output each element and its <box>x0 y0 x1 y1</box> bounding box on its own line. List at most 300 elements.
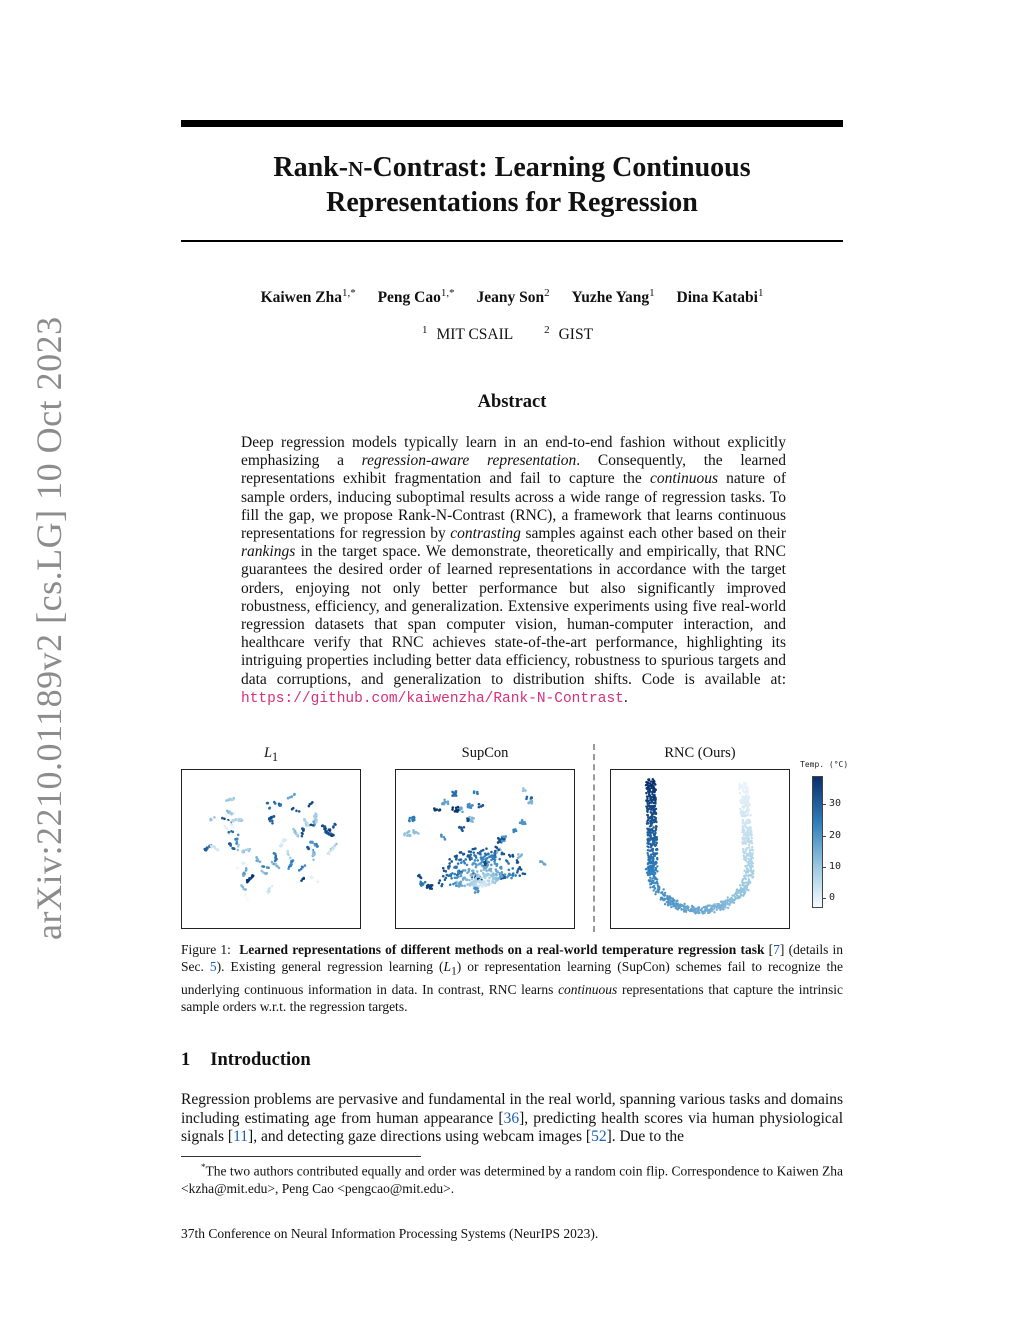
embedding-point <box>749 828 751 830</box>
embedding-point <box>476 870 479 873</box>
embedding-point <box>237 845 240 848</box>
embedding-point <box>742 848 744 850</box>
embedding-point <box>440 885 443 888</box>
embedding-point <box>468 803 471 806</box>
embedding-point <box>242 849 245 852</box>
embedding-point <box>748 838 750 840</box>
intro-paragraph: Regression problems are pervasive and fundamental in the real world, spanning various tasks and domains including estimating age from human appearance [36], predicting health scores via human physiological signals [11], and detecting gaze directions using webcam images [52]. Due to the <box>181 1091 843 1145</box>
embedding-point <box>287 797 290 800</box>
embedding-panel-l1 <box>181 769 361 929</box>
embedding-point <box>427 884 430 887</box>
section-link[interactable]: 5 <box>209 959 217 974</box>
embedding-point <box>476 793 479 796</box>
embedding-point <box>541 860 544 863</box>
embedding-point <box>660 898 662 900</box>
embedding-point <box>649 787 651 789</box>
embedding-point <box>449 883 452 886</box>
embedding-point <box>647 818 649 820</box>
embedding-point <box>494 882 497 885</box>
embedding-point <box>745 798 747 800</box>
embedding-point <box>721 900 723 902</box>
embedding-point <box>420 877 423 880</box>
embedding-point <box>740 813 742 815</box>
panel-title-supcon: SupCon <box>461 745 509 761</box>
embedding-point <box>447 803 450 806</box>
embedding-point <box>645 792 647 794</box>
embedding-point <box>653 821 655 823</box>
embedding-point <box>440 833 443 836</box>
embedding-point <box>714 903 716 905</box>
embedding-point <box>311 841 314 844</box>
embedding-point <box>464 858 467 861</box>
embedding-point <box>490 851 493 854</box>
embedding-point <box>474 888 477 891</box>
embedding-point <box>442 875 445 878</box>
embedding-point <box>225 799 228 802</box>
embedding-point <box>530 797 533 800</box>
embedding-point <box>270 817 273 820</box>
embedding-point <box>445 870 448 873</box>
embedding-point <box>228 823 231 826</box>
embedding-point <box>663 898 665 900</box>
embedding-point <box>443 836 446 839</box>
embedding-point <box>650 811 652 813</box>
embedding-point <box>646 872 648 874</box>
embedding-point <box>743 806 745 808</box>
embedding-point <box>473 848 476 851</box>
embedding-point <box>646 783 648 785</box>
embedding-point <box>745 811 747 813</box>
citation-link[interactable]: 36 <box>503 1109 520 1127</box>
embedding-point <box>741 837 743 839</box>
embedding-point <box>503 853 506 856</box>
embedding-point <box>267 802 270 805</box>
affiliation: $^2$ GIST <box>544 324 594 344</box>
embedding-point <box>263 865 266 868</box>
embedding-point <box>473 873 476 876</box>
embedding-point <box>523 789 526 792</box>
embedding-point <box>301 878 304 881</box>
embedding-point <box>749 814 751 816</box>
embedding-point <box>424 881 427 884</box>
embedding-point <box>748 878 750 880</box>
embedding-point <box>687 906 689 908</box>
embedding-point <box>530 800 533 803</box>
embedding-point <box>226 810 229 813</box>
embedding-point <box>240 818 243 821</box>
embedding-point <box>737 892 739 894</box>
embedding-point <box>743 855 745 857</box>
embedding-point <box>487 874 490 877</box>
embedding-point <box>648 785 650 787</box>
embedding-point <box>450 874 453 877</box>
embedding-point <box>655 844 657 846</box>
embedding-point <box>745 888 747 890</box>
embedding-point <box>287 850 290 853</box>
title-part: Rank- <box>273 152 349 183</box>
embedding-point <box>289 856 292 859</box>
embedding-point <box>693 910 695 912</box>
embedding-point <box>242 874 245 877</box>
embedding-point <box>650 869 652 871</box>
embedding-point <box>462 853 465 856</box>
embedding-point <box>310 846 313 849</box>
author: Kaiwen Zha$^{1,*}$ <box>260 287 356 307</box>
embedding-point <box>650 862 652 864</box>
embedding-point <box>745 857 747 859</box>
embedding-point <box>704 906 706 908</box>
embedding-point <box>209 818 212 821</box>
colorbar-tick-label: 0 <box>829 892 836 903</box>
embedding-point <box>496 879 499 882</box>
embedding-point <box>311 876 314 879</box>
embedding-point <box>744 821 746 823</box>
embedding-point <box>734 896 736 898</box>
embedding-point <box>505 835 508 838</box>
embedding-point <box>468 850 471 853</box>
embedding-point <box>232 847 235 850</box>
embedding-point <box>439 879 442 882</box>
embedding-point <box>653 863 655 865</box>
scatter-l1 <box>182 770 360 928</box>
embedding-point <box>485 866 488 869</box>
embedding-point <box>473 792 476 795</box>
embedding-point <box>471 804 474 807</box>
embedding-point <box>669 895 671 897</box>
embedding-point <box>701 910 703 912</box>
citation-link[interactable]: 52 <box>591 1128 607 1145</box>
embedding-point <box>409 817 412 820</box>
embedding-point <box>746 874 748 876</box>
embedding-point <box>275 855 278 858</box>
embedding-point <box>306 822 309 825</box>
affiliation: $^1$ MIT CSAIL <box>421 324 514 344</box>
embedding-point <box>441 803 444 806</box>
embedding-point <box>455 884 458 887</box>
embedding-point <box>649 805 651 807</box>
embedding-point <box>450 877 453 880</box>
embedding-point <box>256 858 259 861</box>
embedding-point <box>741 809 743 811</box>
embedding-point <box>647 834 649 836</box>
embedding-panel-rnc <box>610 769 790 929</box>
embedding-point <box>243 872 246 875</box>
embedding-point <box>656 849 658 851</box>
embedding-point <box>230 830 233 833</box>
embedding-point <box>706 910 708 912</box>
embedding-point <box>747 795 749 797</box>
embedding-point <box>750 870 752 872</box>
embedding-point <box>746 819 748 821</box>
embedding-point <box>650 780 652 782</box>
embedding-point <box>679 904 681 906</box>
embedding-point <box>676 908 678 910</box>
embedding-point <box>511 854 514 857</box>
embedding-point <box>472 851 475 854</box>
embedding-point <box>752 849 754 851</box>
embedding-point <box>745 782 747 784</box>
embedding-point <box>648 849 650 851</box>
embedding-point <box>507 862 510 865</box>
embedding-point <box>750 859 752 861</box>
embedding-point <box>484 876 487 879</box>
embedding-point <box>656 865 658 867</box>
embedding-point <box>747 889 749 891</box>
embedding-point <box>733 902 735 904</box>
colorbar-label: Temp. (°C) <box>800 760 849 769</box>
embedding-point <box>647 822 649 824</box>
embedding-point <box>752 876 754 878</box>
embedding-point <box>232 826 235 829</box>
embedding-point <box>653 819 655 821</box>
embedding-point <box>483 874 486 877</box>
embedding-point <box>466 879 469 882</box>
embedding-point <box>418 875 421 878</box>
embedding-point <box>463 885 466 888</box>
embedding-point <box>488 868 491 871</box>
embedding-point <box>743 842 745 844</box>
embedding-point <box>653 885 655 887</box>
embedding-point <box>497 837 500 840</box>
embedding-point <box>518 866 521 869</box>
embedding-point <box>745 786 747 788</box>
embedding-point <box>460 858 463 861</box>
embedding-point <box>742 797 744 799</box>
embedding-point <box>457 870 460 873</box>
embedding-point <box>503 838 506 841</box>
embedding-point <box>650 809 652 811</box>
embedding-point <box>307 848 310 851</box>
embedding-point <box>463 826 466 829</box>
embedding-point <box>472 885 475 888</box>
embedding-point <box>484 852 487 855</box>
colorbar-tick <box>822 836 826 837</box>
embedding-point <box>213 816 216 819</box>
embedding-point <box>511 867 514 870</box>
embedding-point <box>304 864 307 867</box>
embedding-point <box>739 792 741 794</box>
embedding-point <box>750 834 752 836</box>
embedding-point <box>482 858 485 861</box>
embedding-point <box>651 791 653 793</box>
title-part-smallcaps: N <box>348 157 364 181</box>
embedding-point <box>480 805 483 808</box>
embedding-point <box>307 824 310 827</box>
embedding-point <box>454 876 457 879</box>
embedding-point <box>460 807 463 810</box>
embedding-point <box>745 831 747 833</box>
embedding-point <box>488 883 491 886</box>
embedding-point <box>486 861 489 864</box>
embedding-point <box>742 882 744 884</box>
embedding-point <box>646 845 648 847</box>
embedding-point <box>510 877 513 880</box>
embedding-point <box>246 899 249 902</box>
embedding-point <box>651 848 653 850</box>
embedding-point <box>228 842 231 845</box>
author: Dina Katabi$^1$ <box>676 287 764 307</box>
title-rule-top <box>181 120 843 127</box>
embedding-point <box>484 863 487 866</box>
embedding-point <box>214 847 217 850</box>
embedding-point <box>702 912 704 914</box>
embedding-point <box>652 799 654 801</box>
embedding-point <box>488 880 491 883</box>
embedding-point <box>452 806 455 809</box>
embedding-point <box>745 871 747 873</box>
embedding-point <box>544 863 547 866</box>
embedding-point <box>653 874 655 876</box>
embedding-point <box>463 877 466 880</box>
embedding-point <box>471 816 474 819</box>
embedding-point <box>438 882 441 885</box>
embedding-point <box>478 806 481 809</box>
embedding-point <box>711 905 713 907</box>
embedding-point <box>453 866 456 869</box>
embedding-point <box>485 858 488 861</box>
embedding-point <box>302 829 305 832</box>
embedding-point <box>750 874 752 876</box>
embedding-point <box>494 850 497 853</box>
embedding-point <box>654 867 656 869</box>
embedding-point <box>456 810 459 813</box>
embedding-point <box>488 856 491 859</box>
embedding-point <box>301 865 304 868</box>
panel-title-rnc: RNC (Ours) <box>664 745 736 761</box>
embedding-point <box>693 908 695 910</box>
embedding-point <box>711 910 713 912</box>
author: Yuzhe Yang$^1$ <box>571 287 655 307</box>
embedding-point <box>651 882 653 884</box>
embedding-point <box>649 833 651 835</box>
embedding-point <box>649 835 651 837</box>
embedding-point <box>442 867 445 870</box>
embedding-point <box>518 874 521 877</box>
embedding-point <box>211 845 214 848</box>
embedding-point <box>312 821 315 824</box>
embedding-point <box>467 818 470 821</box>
colorbar-tick <box>822 867 826 868</box>
embedding-point <box>461 810 464 813</box>
embedding-point <box>648 793 650 795</box>
embedding-point <box>280 843 283 846</box>
embedding-point <box>451 872 454 875</box>
embedding-point <box>654 855 656 857</box>
embedding-point <box>236 867 239 870</box>
embedding-point <box>237 849 240 852</box>
embedding-point <box>294 830 297 833</box>
embedding-point <box>229 812 232 815</box>
embedding-point <box>736 894 738 896</box>
abstract-heading: Abstract <box>477 392 547 412</box>
embedding-point <box>480 869 483 872</box>
embedding-point <box>498 841 501 844</box>
embedding-point <box>646 842 648 844</box>
embedding-point <box>654 812 656 814</box>
embedding-point <box>481 861 484 864</box>
colorbar-tick <box>822 804 826 805</box>
citation-link[interactable]: 7 <box>773 942 780 957</box>
embedding-point <box>492 857 495 860</box>
citation-link[interactable]: 11 <box>233 1128 249 1145</box>
embedding-point <box>744 877 746 879</box>
embedding-point <box>524 873 527 876</box>
embedding-point <box>525 798 528 801</box>
embedding-point <box>500 867 503 870</box>
embedding-point <box>293 793 296 796</box>
embedding-point <box>512 874 515 877</box>
embedding-point <box>664 894 666 896</box>
colorbar <box>812 776 823 908</box>
embedding-point <box>315 843 318 846</box>
embedding-point <box>303 818 306 821</box>
embedding-point <box>655 882 657 884</box>
embedding-point <box>448 858 451 861</box>
embedding-point <box>457 806 460 809</box>
embedding-point <box>477 859 480 862</box>
embedding-point <box>516 870 519 873</box>
embedding-point <box>287 853 290 856</box>
embedding-point <box>650 802 652 804</box>
embedding-point <box>280 803 283 806</box>
venue-footer: 37th Conference on Neural Information Processing Systems (NeurIPS 2023). <box>181 1226 599 1241</box>
embedding-point <box>521 821 524 824</box>
embedding-point <box>523 821 526 824</box>
embedding-point <box>265 873 268 876</box>
embedding-point <box>683 903 685 905</box>
embedding-point <box>439 809 442 812</box>
embedding-point <box>274 802 277 805</box>
embedding-point <box>653 838 655 840</box>
embedding-point <box>660 892 662 894</box>
embedding-point <box>656 836 658 838</box>
embedding-point <box>748 804 750 806</box>
embedding-point <box>225 814 228 817</box>
embedding-point <box>727 899 729 901</box>
embedding-point <box>647 778 649 780</box>
embedding-point <box>466 864 469 867</box>
embedding-point <box>496 846 499 849</box>
embedding-point <box>485 847 488 850</box>
embedding-point <box>713 911 715 913</box>
embedding-point <box>333 846 336 849</box>
embedding-point <box>431 884 434 887</box>
embedding-point <box>742 884 744 886</box>
embedding-point <box>443 801 446 804</box>
embedding-point <box>471 878 474 881</box>
embedding-point <box>680 908 682 910</box>
embedding-point <box>739 884 741 886</box>
embedding-point <box>514 874 517 877</box>
embedding-point <box>501 875 504 878</box>
embedding-point <box>232 820 235 823</box>
embedding-point <box>649 783 651 785</box>
embedding-point <box>268 807 271 810</box>
embedding-point <box>443 798 446 801</box>
embedding-point <box>745 837 747 839</box>
embedding-point <box>332 826 335 829</box>
embedding-point <box>271 819 274 822</box>
affiliations <box>181 324 843 344</box>
embedding-point <box>651 864 653 866</box>
code-link[interactable]: https://github.com/kaiwenzha/Rank-N-Contrast <box>241 690 624 707</box>
embedding-point <box>267 866 270 869</box>
title-rule-bottom <box>181 240 843 242</box>
embedding-point <box>278 867 281 870</box>
embedding-point <box>216 849 219 852</box>
embedding-point <box>746 861 748 863</box>
embedding-point <box>490 870 493 873</box>
